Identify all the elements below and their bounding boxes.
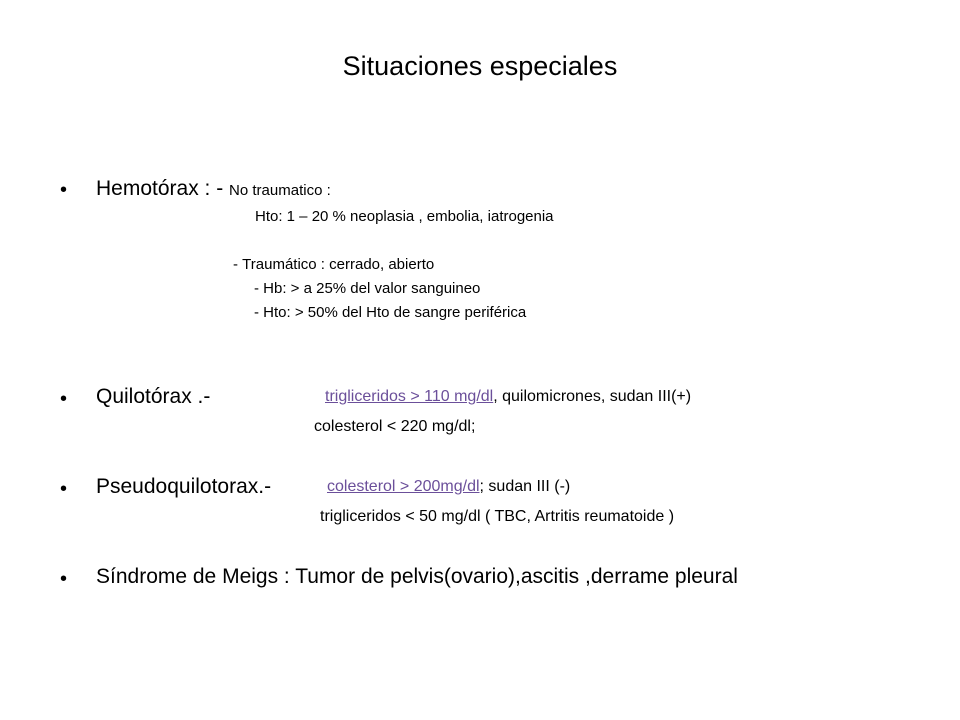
hemotorax-dash: - <box>233 256 238 273</box>
bullet-marker: • <box>60 179 68 201</box>
hemotorax-subheading: No traumatico : <box>229 182 331 199</box>
bullet-marker: • <box>60 388 68 410</box>
quilotorax-trigliceridos-link[interactable]: trigliceridos > 110 mg/dl <box>325 388 494 405</box>
quilotorax-line <box>96 385 210 409</box>
pseudoquilotorax-heading: Pseudoquilotorax.- <box>96 475 272 498</box>
bullet-marker: • <box>60 478 68 500</box>
pseudoquilotorax-trigliceridos-line: trigliceridos < 50 mg/dl ( TBC, Artritis reumatoide ) <box>320 508 675 525</box>
quilotorax-colesterol-line: colesterol < 220 mg/dl; <box>314 418 476 435</box>
hemotorax-hto-line: Hto: 1 – 20 % neoplasia , embolia, iatrogenia <box>255 208 554 225</box>
quilotorax-after-link: , quilomicrones, sudan III(+) <box>493 388 692 405</box>
hemotorax-hb-line: - Hb: > a 25% del valor sanguineo <box>254 280 481 297</box>
meigs-line: Síndrome de Meigs : Tumor de pelvis(ovario),ascitis ,derrame pleural <box>96 565 738 588</box>
hemotorax-heading-line <box>96 177 331 201</box>
bullet-marker: • <box>60 568 68 590</box>
quilotorax-heading: Quilotórax .- <box>96 385 211 408</box>
pseudoquilotorax-after-link: ; sudan III (-) <box>479 478 571 495</box>
pseudoquilotorax-colesterol-link[interactable]: colesterol > 200mg/dl <box>327 478 480 495</box>
hemotorax-traumatico-text: Traumático : cerrado, abierto <box>242 256 435 273</box>
slide-title: Situaciones especiales <box>342 51 618 81</box>
pseudoquilotorax-line <box>96 475 271 499</box>
hemotorax-traumatico-line <box>233 256 434 273</box>
hemotorax-hto-periferica-line: - Hto: > 50% del Hto de sangre periférica <box>254 304 527 321</box>
pseudoquilotorax-detail-line <box>327 478 570 496</box>
hemotorax-heading: Hemotórax : - <box>96 177 230 200</box>
quilotorax-detail-line <box>325 388 691 406</box>
